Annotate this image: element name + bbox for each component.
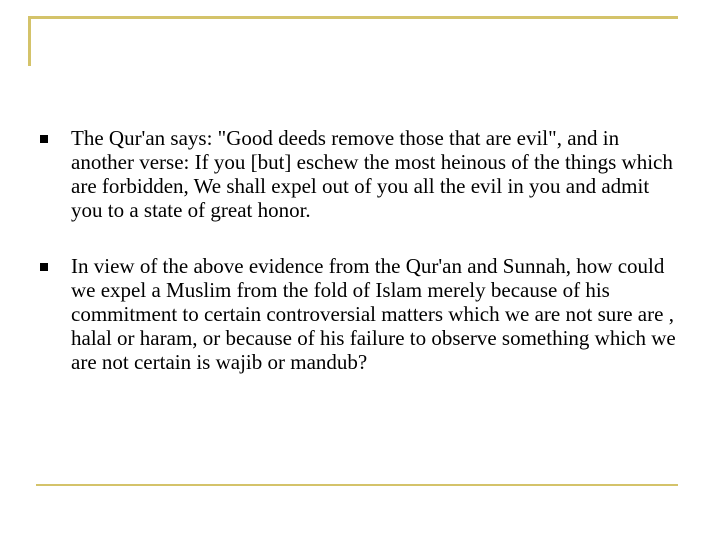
slide-content bbox=[40, 126, 680, 406]
square-bullet-icon bbox=[40, 263, 48, 271]
bullet-text-2: In view of the above evidence from the Qur'an and Sunnah, how could we expel a Muslim from the fold of Islam merely because of his commitment to certain controversial matters which we are not sure are , halal or haram, or because of his failure to observe something which we are not certain is wajib or mandub? bbox=[71, 254, 676, 374]
bullet-item-2 bbox=[40, 254, 680, 374]
bullet-item-1 bbox=[40, 126, 680, 222]
bullet-text-1: The Qur'an says: "Good deeds remove those that are evil", and in another verse: If you [but] eschew the most heinous of the things which are forbidden, We shall expel out of you all the evil in you and admit you to a state of great honor. bbox=[71, 126, 673, 222]
frame-left-line bbox=[28, 16, 31, 66]
square-bullet-icon bbox=[40, 135, 48, 143]
frame-bottom-line bbox=[36, 484, 678, 486]
frame-top-line bbox=[28, 16, 678, 19]
